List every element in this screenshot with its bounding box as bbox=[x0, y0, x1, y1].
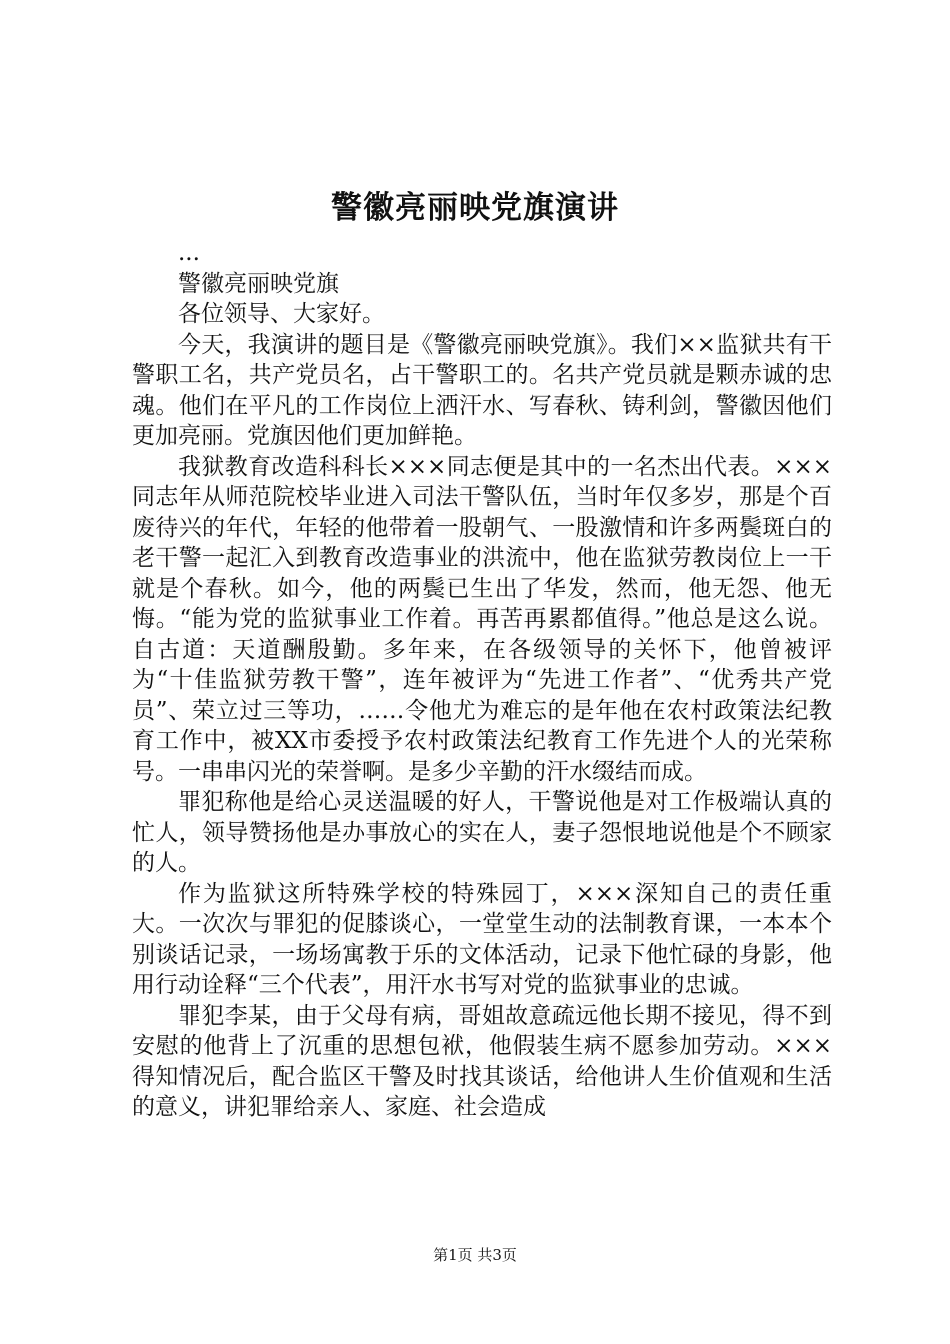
paragraph-ellipsis: ... bbox=[178, 240, 200, 266]
paragraph-intro: 今天，我演讲的题目是《警徽亮丽映党旗》。我们××监狱共有干警职工名，共产党员名，占干警职工的。名共产党员就是颗赤诚的忠魂。他们在平凡的工作岗位上洒汗水、写春秋、铸利剑，警徽因他们更加亮丽。党旗因他们更加鲜艳。 bbox=[132, 331, 832, 449]
document-body bbox=[132, 238, 832, 1123]
paragraph-subtitle: 警徽亮丽映党旗 bbox=[178, 270, 339, 297]
paragraph-case: 罪犯李某，由于父母有病，哥姐故意疏远他长期不接见，得不到安慰的他背上了沉重的思想包袱，他假装生病不愿参加劳动。×××得知情况后，配合监区干警及时找其谈话，给他讲人生价值观和生活的意义，讲犯罪给亲人、家庭、社会造成 bbox=[132, 1002, 832, 1120]
paragraph-gardener: 作为监狱这所特殊学校的特殊园丁，×××深知自己的责任重大。一次次与罪犯的促膝谈心，一堂堂生动的法制教育课，一本本个别谈话记录，一场场寓教于乐的文体活动，记录下他忙碌的身影，他用行动诠释“三个代表”，用汗水书写对党的监狱事业的忠诚。 bbox=[132, 880, 832, 998]
paragraph-greeting: 各位领导、大家好。 bbox=[178, 301, 385, 327]
paragraph-representative: 我狱教育改造科科长×××同志便是其中的一名杰出代表。×××同志年从师范院校毕业进入司法干警队伍，当时年仅多岁，那是个百废待兴的年代，年轻的他带着一股朝气、一股激情和许多两鬓斑白的老干警一起汇入到教育改造事业的洪流中，他在监狱劳教岗位上一干就是个春秋。如今，他的两鬓已生出了华发，然而，他无怨、他无悔。“能为党的监狱事业工作着。再苦再累都值得。”他总是这么说。自古道：天道酬殷勤。多年来，在各级领导的关怀下，他曾被评为“十佳监狱劳教干警”，连年被评为“先进工作者”、“优秀共产党员”、荣立过三等功，……令他尤为难忘的是年他在农村政策法纪教育工作中，被XX市委授予农村政策法纪教育工作先进个人的光荣称号。一串串闪光的荣誉啊。是多少辛勤的汗水缀结而成。 bbox=[132, 453, 832, 785]
paragraph-praise: 罪犯称他是给心灵送温暖的好人，干警说他是对工作极端认真的忙人，领导赞扬他是办事放心的实在人，妻子怨恨地说他是个不顾家的人。 bbox=[132, 789, 832, 876]
page-footer: 第1页 共3页 bbox=[433, 1246, 517, 1264]
document-title: 警徽亮丽映党旗演讲 bbox=[331, 190, 619, 226]
